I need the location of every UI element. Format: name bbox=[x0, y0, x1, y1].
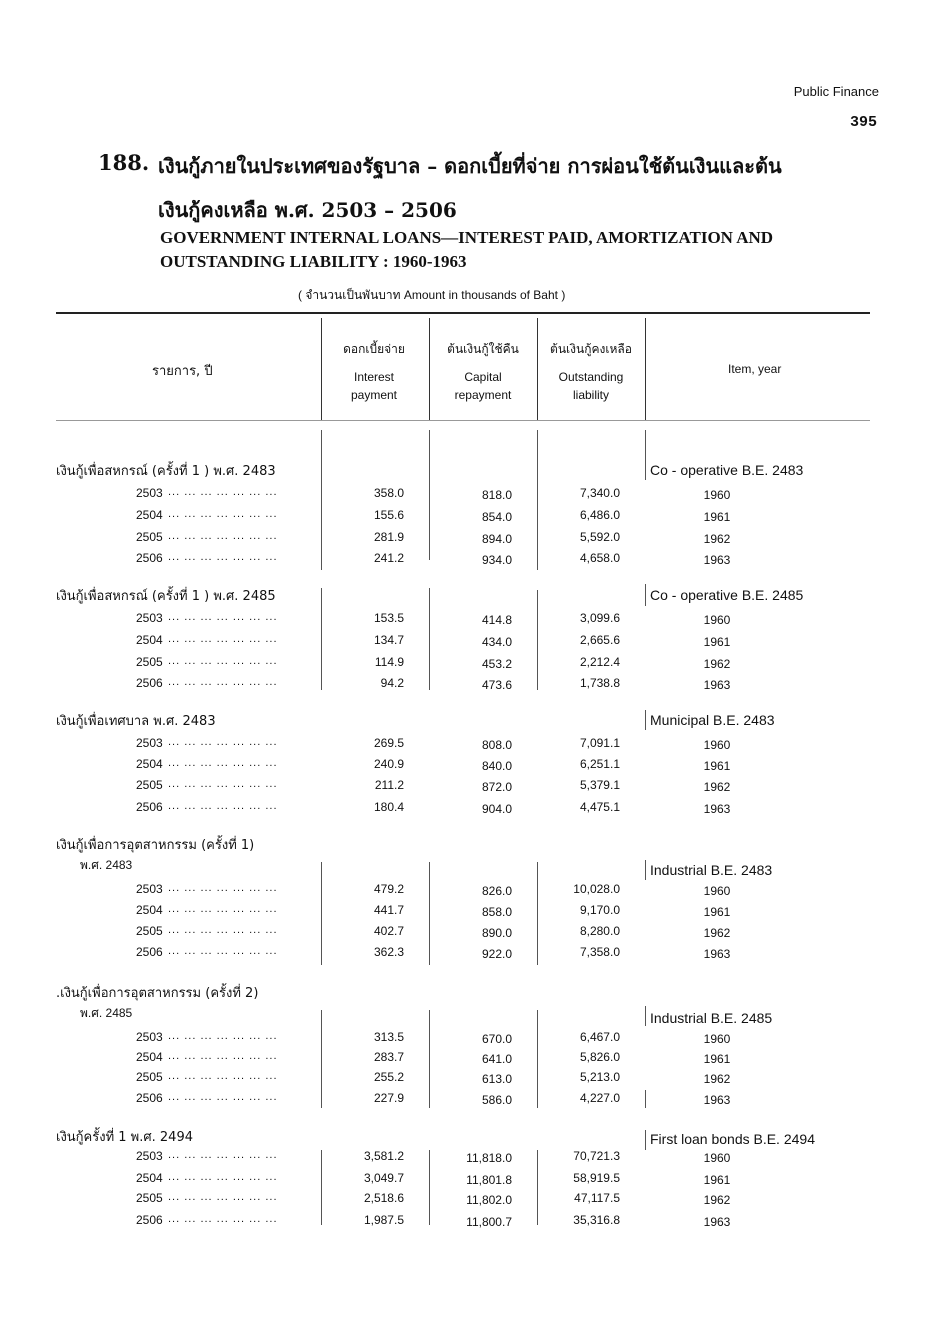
column-rule-segment bbox=[645, 430, 646, 480]
section-label-english: Municipal B.E. 2483 bbox=[650, 712, 775, 728]
row-year-english: 1963 bbox=[703, 1215, 731, 1229]
column-header-item-thai: รายการ, ปี bbox=[152, 364, 213, 379]
row-interest-value: 134.7 bbox=[373, 633, 404, 647]
column-rule-segment bbox=[321, 862, 322, 965]
column-rule-segment bbox=[537, 590, 538, 690]
column-rule-segment bbox=[645, 584, 646, 606]
row-year-english: 1963 bbox=[703, 802, 731, 816]
row-capital-value: 872.0 bbox=[481, 780, 512, 794]
row-year-thai: 2506 bbox=[136, 676, 163, 690]
row-interest-value: 114.9 bbox=[374, 655, 404, 669]
row-year-english: 1962 bbox=[703, 780, 731, 794]
column-rule-segment bbox=[645, 1090, 646, 1108]
row-year-thai: 2506 bbox=[136, 551, 163, 565]
row-outstanding-value: 35,316.8 bbox=[573, 1213, 620, 1227]
row-interest-value: 255.2 bbox=[373, 1070, 404, 1084]
row-capital-value: 808.0 bbox=[481, 738, 512, 752]
col-divider-1 bbox=[321, 318, 322, 420]
row-outstanding-value: 58,919.5 bbox=[573, 1171, 620, 1185]
section-label-english: Industrial B.E. 2483 bbox=[650, 862, 773, 878]
row-year-thai: 2505 bbox=[136, 655, 163, 669]
column-header-capital-thai: ต้นเงินกู้ใช้คืน bbox=[447, 342, 519, 356]
leader-dots: ... ... ... ... ... ... ... bbox=[168, 611, 278, 623]
row-year-thai: 2505 bbox=[136, 924, 163, 938]
column-rule-segment bbox=[321, 1150, 322, 1225]
row-year-english: 1960 bbox=[703, 613, 731, 627]
row-outstanding-value: 6,486.0 bbox=[579, 508, 620, 522]
column-header-outstanding bbox=[538, 340, 644, 404]
row-year-thai: 2505 bbox=[136, 1191, 163, 1205]
column-rule-segment bbox=[645, 860, 646, 880]
column-header-item-en: Item, year bbox=[728, 362, 782, 376]
row-interest-value: 227.9 bbox=[373, 1091, 404, 1105]
row-year-english: 1963 bbox=[703, 1093, 731, 1107]
column-rule-segment bbox=[645, 1006, 646, 1026]
row-outstanding-value: 10,028.0 bbox=[573, 882, 620, 896]
column-header-interest-en1: Interest bbox=[353, 370, 395, 384]
row-capital-value: 904.0 bbox=[481, 802, 512, 816]
col-divider-3 bbox=[537, 318, 538, 420]
row-year-english: 1960 bbox=[703, 1151, 731, 1165]
row-year-thai: 2504 bbox=[136, 633, 163, 647]
section-sublabel-thai: พ.ศ. 2483 bbox=[80, 858, 133, 872]
row-capital-value: 890.0 bbox=[481, 926, 512, 940]
row-outstanding-value: 47,117.5 bbox=[574, 1191, 620, 1205]
row-interest-value: 362.3 bbox=[373, 945, 404, 959]
section-label-english: Co - operative B.E. 2485 bbox=[650, 587, 804, 603]
row-interest-value: 240.9 bbox=[373, 757, 404, 771]
column-header-outstanding-thai: ต้นเงินกู้คงเหลือ bbox=[550, 342, 632, 356]
column-header-capital bbox=[430, 340, 536, 404]
row-capital-value: 11,801.8 bbox=[466, 1173, 512, 1187]
leader-dots: ... ... ... ... ... ... ... bbox=[168, 903, 278, 915]
leader-dots: ... ... ... ... ... ... ... bbox=[168, 676, 278, 688]
row-outstanding-value: 2,212.4 bbox=[579, 655, 620, 669]
leader-dots: ... ... ... ... ... ... ... bbox=[168, 1213, 278, 1225]
row-capital-value: 840.0 bbox=[481, 759, 512, 773]
row-year-english: 1961 bbox=[703, 759, 731, 773]
row-year-english: 1962 bbox=[703, 532, 731, 546]
column-rule-segment bbox=[429, 430, 430, 560]
page-number: 395 bbox=[849, 114, 877, 131]
row-year-thai: 2504 bbox=[136, 757, 163, 771]
row-year-thai: 2503 bbox=[136, 882, 163, 896]
row-year-thai: 2506 bbox=[136, 945, 163, 959]
row-capital-value: 858.0 bbox=[481, 905, 512, 919]
row-year-thai: 2503 bbox=[136, 486, 163, 500]
row-interest-value: 2,518.6 bbox=[363, 1191, 404, 1205]
column-header-outstanding-en1: Outstanding bbox=[558, 370, 624, 384]
row-year-thai: 2506 bbox=[136, 1213, 163, 1227]
row-capital-value: 641.0 bbox=[481, 1052, 512, 1066]
leader-dots: ... ... ... ... ... ... ... bbox=[168, 633, 278, 645]
section-label-thai: เงินกู้เพื่อสหกรณ์ (ครั้งที่ 1 ) พ.ศ. 2483 bbox=[56, 464, 276, 479]
row-year-thai: 2503 bbox=[136, 611, 163, 625]
row-capital-value: 414.8 bbox=[481, 613, 512, 627]
row-outstanding-value: 4,227.0 bbox=[579, 1091, 620, 1105]
row-year-thai: 2504 bbox=[136, 508, 163, 522]
row-outstanding-value: 7,340.0 bbox=[579, 486, 620, 500]
leader-dots: ... ... ... ... ... ... ... bbox=[168, 800, 278, 812]
row-interest-value: 241.2 bbox=[373, 551, 404, 565]
row-year-english: 1960 bbox=[703, 738, 731, 752]
table-number: 188. bbox=[98, 150, 150, 175]
row-interest-value: 3,581.2 bbox=[363, 1149, 404, 1163]
row-year-english: 1961 bbox=[703, 1052, 731, 1066]
leader-dots: ... ... ... ... ... ... ... bbox=[168, 486, 278, 498]
row-interest-value: 3,049.7 bbox=[363, 1171, 404, 1185]
row-interest-value: 94.2 bbox=[380, 676, 404, 690]
row-capital-value: 670.0 bbox=[481, 1032, 512, 1046]
row-capital-value: 11,800.7 bbox=[466, 1215, 512, 1229]
row-interest-value: 283.7 bbox=[373, 1050, 404, 1064]
row-capital-value: 613.0 bbox=[481, 1072, 512, 1086]
unit-note: ( จำนวนเป็นพันบาท Amount in thousands of Baht ) bbox=[298, 288, 566, 302]
col-divider-4 bbox=[645, 318, 646, 420]
leader-dots: ... ... ... ... ... ... ... bbox=[168, 1191, 278, 1203]
column-header-capital-en1: Capital bbox=[464, 370, 502, 384]
row-interest-value: 211.2 bbox=[374, 778, 404, 792]
row-year-english: 1960 bbox=[703, 884, 731, 898]
row-year-thai: 2506 bbox=[136, 1091, 163, 1105]
column-rule-segment bbox=[645, 710, 646, 730]
row-capital-value: 11,818.0 bbox=[466, 1151, 512, 1165]
leader-dots: ... ... ... ... ... ... ... bbox=[168, 655, 278, 667]
row-outstanding-value: 4,475.1 bbox=[579, 800, 620, 814]
row-year-thai: 2505 bbox=[136, 1070, 163, 1084]
row-interest-value: 358.0 bbox=[373, 486, 404, 500]
row-capital-value: 922.0 bbox=[481, 947, 512, 961]
column-header-capital-en2: repayment bbox=[454, 388, 512, 402]
row-outstanding-value: 5,379.1 bbox=[579, 778, 620, 792]
row-year-thai: 2503 bbox=[136, 1149, 163, 1163]
section-label-english: First loan bonds B.E. 2494 bbox=[650, 1131, 815, 1147]
row-interest-value: 441.7 bbox=[373, 903, 404, 917]
row-interest-value: 479.2 bbox=[373, 882, 404, 896]
row-year-english: 1963 bbox=[703, 678, 731, 692]
leader-dots: ... ... ... ... ... ... ... bbox=[168, 778, 278, 790]
section-label-thai: .เงินกู้เพื่อการอุตสาหกรรม (ครั้งที่ 2) bbox=[56, 986, 259, 1001]
row-capital-value: 11,802.0 bbox=[466, 1193, 512, 1207]
row-interest-value: 155.6 bbox=[373, 508, 404, 522]
row-interest-value: 1,987.5 bbox=[363, 1213, 404, 1227]
title-thai-line2: เงินกู้คงเหลือ พ.ศ. 2503 – 2506 bbox=[158, 198, 457, 222]
row-outstanding-value: 70,721.3 bbox=[573, 1149, 620, 1163]
row-year-english: 1962 bbox=[703, 1072, 731, 1086]
col-divider-2 bbox=[429, 318, 430, 420]
row-year-english: 1961 bbox=[703, 510, 731, 524]
row-outstanding-value: 4,658.0 bbox=[579, 551, 620, 565]
leader-dots: ... ... ... ... ... ... ... bbox=[168, 736, 278, 748]
column-rule-segment bbox=[537, 862, 538, 965]
column-rule-segment bbox=[429, 1010, 430, 1108]
column-rule-segment bbox=[537, 430, 538, 570]
title-english-line1: GOVERNMENT INTERNAL LOANS—INTEREST PAID, AMORTIZATION AND bbox=[160, 228, 774, 247]
leader-dots: ... ... ... ... ... ... ... bbox=[168, 1091, 278, 1103]
leader-dots: ... ... ... ... ... ... ... bbox=[168, 924, 278, 936]
row-year-english: 1962 bbox=[703, 657, 731, 671]
column-rule-segment bbox=[645, 1130, 646, 1150]
row-outstanding-value: 5,213.0 bbox=[579, 1070, 620, 1084]
section-label-english: Industrial B.E. 2485 bbox=[650, 1010, 773, 1026]
row-outstanding-value: 7,358.0 bbox=[579, 945, 620, 959]
leader-dots: ... ... ... ... ... ... ... bbox=[168, 945, 278, 957]
row-outstanding-value: 9,170.0 bbox=[579, 903, 620, 917]
leader-dots: ... ... ... ... ... ... ... bbox=[168, 530, 278, 542]
row-interest-value: 269.5 bbox=[373, 736, 404, 750]
row-outstanding-value: 7,091.1 bbox=[579, 736, 620, 750]
row-interest-value: 281.9 bbox=[373, 530, 404, 544]
title-english-line2: OUTSTANDING LIABILITY : 1960-1963 bbox=[160, 252, 467, 271]
row-outstanding-value: 5,826.0 bbox=[579, 1050, 620, 1064]
row-interest-value: 180.4 bbox=[373, 800, 404, 814]
row-year-thai: 2504 bbox=[136, 1050, 163, 1064]
row-year-english: 1963 bbox=[703, 947, 731, 961]
leader-dots: ... ... ... ... ... ... ... bbox=[168, 551, 278, 563]
row-outstanding-value: 8,280.0 bbox=[579, 924, 620, 938]
row-outstanding-value: 3,099.6 bbox=[579, 611, 620, 625]
row-year-thai: 2505 bbox=[136, 530, 163, 544]
row-year-thai: 2505 bbox=[136, 778, 163, 792]
row-capital-value: 854.0 bbox=[481, 510, 512, 524]
leader-dots: ... ... ... ... ... ... ... bbox=[168, 508, 278, 520]
row-year-english: 1963 bbox=[703, 553, 731, 567]
row-year-thai: 2503 bbox=[136, 1030, 163, 1044]
row-capital-value: 473.6 bbox=[481, 678, 512, 692]
column-header-interest-en2: payment bbox=[350, 388, 398, 402]
row-year-english: 1961 bbox=[703, 1173, 731, 1187]
row-year-english: 1962 bbox=[703, 1193, 731, 1207]
row-capital-value: 818.0 bbox=[481, 488, 512, 502]
row-outstanding-value: 2,665.6 bbox=[579, 633, 620, 647]
row-capital-value: 453.2 bbox=[481, 657, 512, 671]
column-rule-segment bbox=[429, 588, 430, 690]
title-thai-line1: เงินกู้ภายในประเทศของรัฐบาล – ดอกเบี้ยที่จ่าย การผ่อนใช้ต้นเงินและต้น bbox=[158, 154, 782, 178]
header-bottom-rule bbox=[56, 420, 870, 421]
row-interest-value: 153.5 bbox=[373, 611, 404, 625]
leader-dots: ... ... ... ... ... ... ... bbox=[168, 757, 278, 769]
leader-dots: ... ... ... ... ... ... ... bbox=[168, 1070, 278, 1082]
leader-dots: ... ... ... ... ... ... ... bbox=[168, 1050, 278, 1062]
column-header-interest-thai: ดอกเบี้ยจ่าย bbox=[343, 342, 405, 356]
leader-dots: ... ... ... ... ... ... ... bbox=[168, 1149, 278, 1161]
row-year-english: 1960 bbox=[703, 488, 731, 502]
row-year-english: 1961 bbox=[703, 635, 731, 649]
column-rule-segment bbox=[429, 862, 430, 965]
section-label-thai: เงินกู้เพื่อสหกรณ์ (ครั้งที่ 1 ) พ.ศ. 2485 bbox=[56, 589, 276, 604]
row-year-thai: 2504 bbox=[136, 1171, 163, 1185]
leader-dots: ... ... ... ... ... ... ... bbox=[168, 1030, 278, 1042]
leader-dots: ... ... ... ... ... ... ... bbox=[168, 882, 278, 894]
row-capital-value: 434.0 bbox=[481, 635, 512, 649]
row-year-english: 1961 bbox=[703, 905, 731, 919]
row-year-english: 1962 bbox=[703, 926, 731, 940]
row-outstanding-value: 1,738.8 bbox=[579, 676, 620, 690]
row-year-thai: 2506 bbox=[136, 800, 163, 814]
row-capital-value: 586.0 bbox=[481, 1093, 512, 1107]
row-interest-value: 313.5 bbox=[373, 1030, 404, 1044]
section-name: Public Finance bbox=[793, 84, 879, 99]
column-header-interest bbox=[322, 340, 426, 404]
section-label-thai: เงินกู้เพื่อเทศบาล พ.ศ. 2483 bbox=[56, 714, 216, 729]
column-rule-segment bbox=[537, 1010, 538, 1108]
leader-dots: ... ... ... ... ... ... ... bbox=[168, 1171, 278, 1183]
row-capital-value: 934.0 bbox=[481, 553, 512, 567]
column-rule-segment bbox=[429, 1150, 430, 1225]
header-top-rule bbox=[56, 312, 870, 314]
column-header-outstanding-en2: liability bbox=[572, 388, 609, 402]
row-outstanding-value: 5,592.0 bbox=[579, 530, 620, 544]
column-rule-segment bbox=[321, 588, 322, 690]
column-rule-segment bbox=[321, 1010, 322, 1108]
row-year-thai: 2504 bbox=[136, 903, 163, 917]
section-sublabel-thai: พ.ศ. 2485 bbox=[80, 1006, 133, 1020]
row-year-english: 1960 bbox=[703, 1032, 731, 1046]
row-capital-value: 826.0 bbox=[481, 884, 512, 898]
section-label-thai: เงินกู้ครั้งที่ 1 พ.ศ. 2494 bbox=[56, 1130, 193, 1145]
row-interest-value: 402.7 bbox=[373, 924, 404, 938]
section-label-thai: เงินกู้เพื่อการอุตสาหกรรม (ครั้งที่ 1) bbox=[56, 838, 255, 853]
row-outstanding-value: 6,251.1 bbox=[579, 757, 620, 771]
row-capital-value: 894.0 bbox=[481, 532, 512, 546]
column-rule-segment bbox=[537, 1150, 538, 1225]
row-year-thai: 2503 bbox=[136, 736, 163, 750]
section-label-english: Co - operative B.E. 2483 bbox=[650, 462, 804, 478]
column-rule-segment bbox=[321, 430, 322, 570]
row-outstanding-value: 6,467.0 bbox=[579, 1030, 620, 1044]
